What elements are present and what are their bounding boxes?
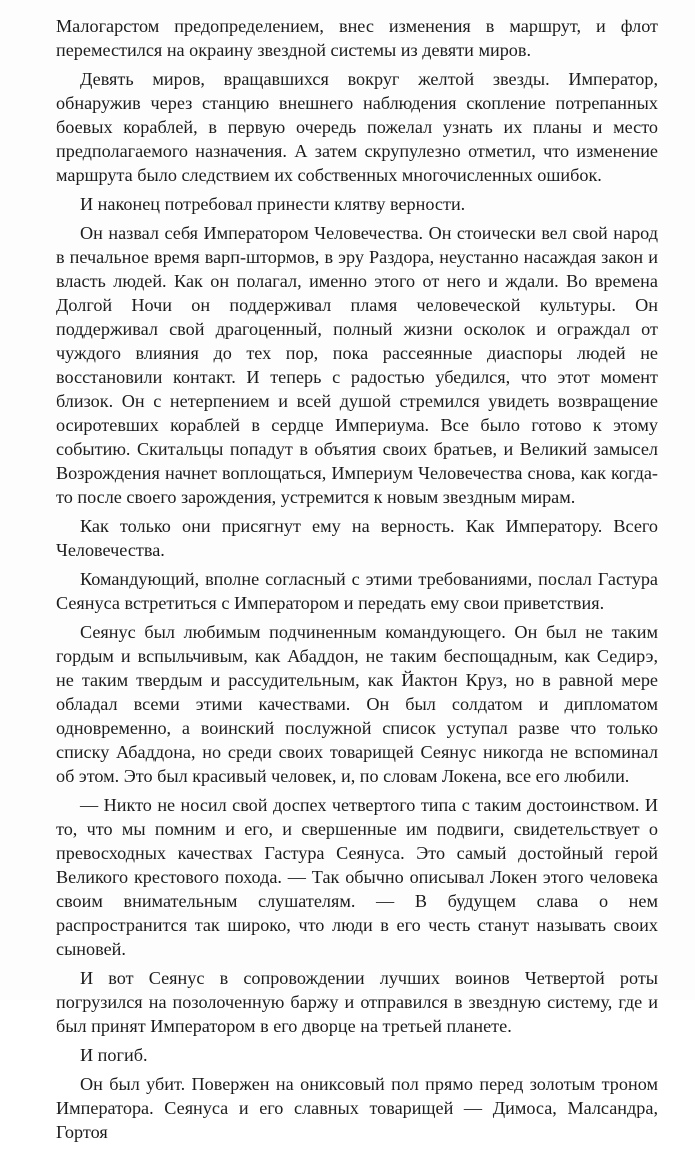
paragraph-9: И вот Сеянус в сопровождении лучших воинов Четвертой роты погрузился на позолоченную баржу и отправился в звездную систему, где и был принят Императором в его дворце на третьей планете.	[56, 968, 658, 1036]
paragraph-2: Девять миров, вращавшихся вокруг желтой звезды. Император, обнаружив через станцию внешнего наблюдения скопление потрепанных боевых кораблей, в первую очередь пожелал узнать их планы и место предполагаемого назначения. А затем скрупулезно отметил, что изменение маршрута было следствием их собственных многочисленных ошибок.	[56, 69, 658, 185]
paragraph-6: Командующий, вполне согласный с этими требованиями, послал Гастура Сеянуса встретиться с Императором и передать ему свои приветствия.	[56, 569, 658, 613]
paragraph-3: И наконец потребовал принести клятву верности.	[80, 194, 466, 214]
paragraph-4: Он назвал себя Императором Человечества. Он стоически вел свой народ в печальное время варп-штормов, в эру Раздора, неустанно насаждая закон и власть людей. Как он полагал, именно этого от него и ждали. Во времена Долгой Ночи он поддерживал пламя человеческой культуры. Он поддерживал свой драгоценный, полный жизни осколок и ограждал от чуждого влияния до тех пор, пока рассеянные диаспоры людей не восстановили контакт. И теперь с радостью убедился, что этот момент близок. Он с нетерпением и всей душой стремился увидеть возвращение осиротевших кораблей в сердце Империума. Все было готово к этому событию. Скитальцы попадут в объятия своих братьев, и Великий замысел Возрождения начнет воплощаться, Империум Человечества снова, как когда-то после своего зарождения, устремится к новым звездным мирам.	[56, 223, 658, 507]
paragraph-10: И погиб.	[80, 1045, 148, 1065]
paragraph-8: — Никто не носил свой доспех четвертого типа с таким достоинством. И то, что мы помним и его, и свершенные им подвиги, свидетельствует о превосходных качествах Гастура Сеянуса. Это самый достойный герой Великого крестового похода. — Так обычно описывал Локен этого человека своим внимательным слушателям. — В будущем слава о нем распространится так широко, что люди в его честь станут называть своих сыновей.	[56, 795, 658, 959]
paragraph-1: Малогарстом предопределением, внес изменения в маршрут, и флот переместился на окраину звездной системы из девяти миров.	[56, 16, 658, 60]
paragraph-5: Как только они присягнут ему на верность. Как Императору. Всего Человечества.	[56, 516, 658, 560]
page-text	[56, 14, 658, 1149]
paragraph-7: Сеянус был любимым подчиненным командующего. Он был не таким гордым и вспыльчивым, как Абаддон, не таким беспощадным, как Седирэ, не таким твердым и рассудительным, как Йактон Круз, но в равной мере обладал всеми этими качествами. Он был солдатом и дипломатом одновременно, а воинский послужной список уступал разве что только списку Абаддона, но среди своих товарищей Сеянус никогда не вспоминал об этом. Это был красивый человек, и, по словам Локена, все его любили.	[56, 622, 658, 786]
paragraph-11: Он был убит. Повержен на ониксовый пол прямо перед золотым троном Императора. Сеянуса и его славных товарищей — Димоса, Малсандра, Гортоя	[56, 1074, 658, 1142]
